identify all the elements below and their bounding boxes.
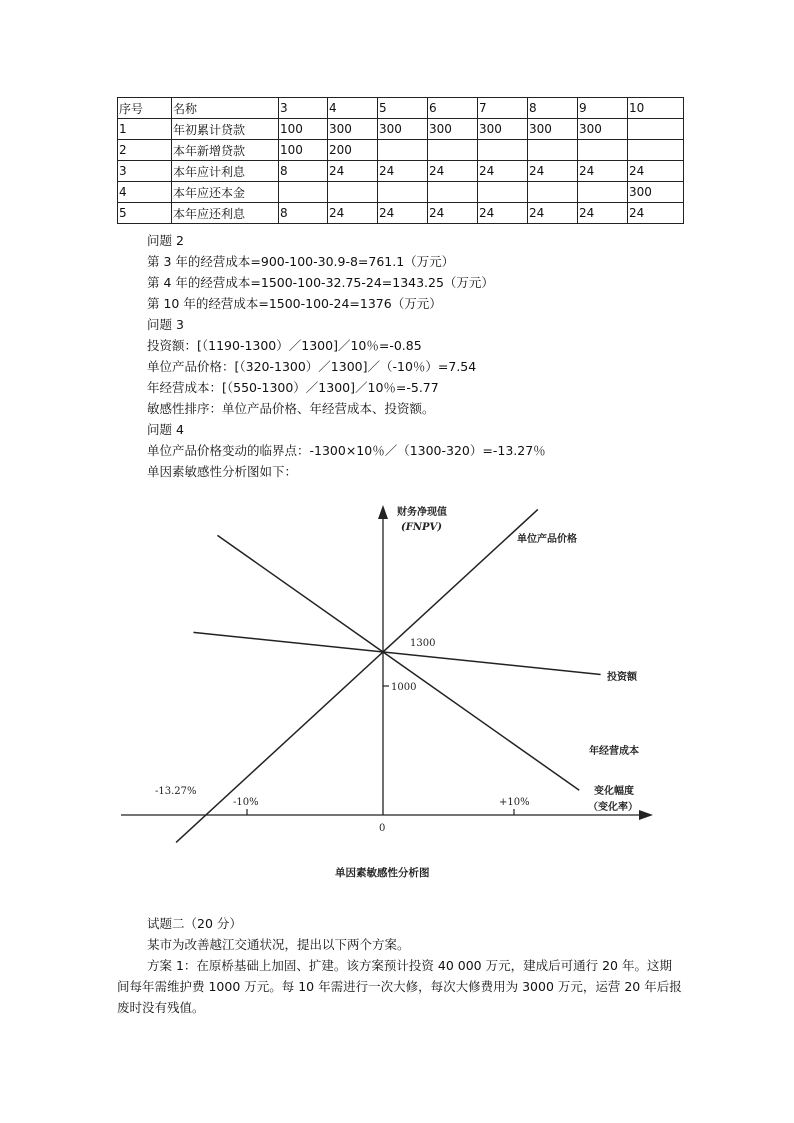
table-cell: 8 (279, 203, 328, 224)
table-cell (428, 182, 478, 203)
y-axis-arrow (378, 505, 388, 519)
table-cell: 100 (279, 119, 328, 140)
chart-title: 单因素敏感性分析图 (335, 867, 430, 879)
table-cell: 24 (578, 161, 628, 182)
table-cell: 24 (328, 161, 378, 182)
table-cell: 3 (118, 161, 172, 182)
table-row (118, 140, 684, 161)
table-cell: 本年应还利息 (172, 203, 279, 224)
table-cell: 24 (328, 203, 378, 224)
legend-investment: 投资额 (607, 672, 637, 683)
y-axis-label: 财务净现值 (397, 507, 447, 518)
series-line-operating-cost (217, 535, 579, 790)
exam-plan1: 方案 1：在原桥基础上加固、扩建。该方案预计投资 40 000 万元，建成后可通行 20 年。这期间每年需维护费 1000 万元。每 10 年需进行一次大修，每次大修费用为 3000 万元，运营 20 年后报废时没有残值。 (117, 958, 682, 1015)
table-cell: 本年新增贷款 (172, 140, 279, 161)
table-cell: 24 (478, 203, 528, 224)
y-tick-label-1000: 1000 (391, 682, 417, 693)
legend-unit-price: 单位产品价格 (517, 534, 577, 545)
table-cell: 24 (378, 161, 428, 182)
table-cell: 300 (428, 119, 478, 140)
table-cell: 300 (528, 119, 578, 140)
table-cell (378, 182, 428, 203)
answer-line: 敏感性排序：单位产品价格、年经营成本、投资额。 (147, 401, 435, 416)
y-axis-sublabel: (FNPV) (401, 522, 442, 533)
table-cell: 5 (118, 203, 172, 224)
table-cell: 4 (328, 98, 378, 119)
table-cell: 24 (478, 161, 528, 182)
table-cell: 300 (578, 119, 628, 140)
table-cell: 2 (118, 140, 172, 161)
loan-table (117, 97, 684, 224)
table-cell: 24 (628, 203, 684, 224)
table-cell (478, 182, 528, 203)
table-cell: 7 (478, 98, 528, 119)
table-cell: 24 (378, 203, 428, 224)
x-tick-label-plus10: +10% (499, 797, 530, 808)
answer-line: 单位产品价格变动的临界点：-1300×10％／（1300-320）=-13.27％ (147, 443, 546, 458)
table-cell: 300 (378, 119, 428, 140)
table-cell (428, 140, 478, 161)
table-cell: 24 (528, 161, 578, 182)
exam-intro: 某市为改善越江交通状况，提出以下两个方案。 (147, 937, 410, 952)
table-cell: 年初累计贷款 (172, 119, 279, 140)
table-row (118, 161, 684, 182)
table-cell: 本年应计利息 (172, 161, 279, 182)
table-cell: 300 (478, 119, 528, 140)
x-axis-label: 变化幅度 (594, 786, 634, 797)
table-cell: 8 (528, 98, 578, 119)
table-header-row (118, 98, 684, 119)
table-row (118, 182, 684, 203)
table-cell (378, 140, 428, 161)
series-line-unit-price (176, 509, 538, 842)
answer-line: 年经营成本：[（550-1300）／1300]／10％=-5.77 (147, 380, 439, 395)
table-cell (528, 182, 578, 203)
answer-lines (147, 230, 546, 482)
table-cell (528, 140, 578, 161)
table-cell: 300 (628, 182, 684, 203)
answer-line: 问题 2 (147, 233, 184, 248)
table-cell: 8 (279, 161, 328, 182)
table-cell: 100 (279, 140, 328, 161)
table-cell: 序号 (118, 98, 172, 119)
x-tick-label-minus10: -10% (233, 797, 259, 808)
table-cell (578, 182, 628, 203)
table-cell: 名称 (172, 98, 279, 119)
table-cell: 5 (378, 98, 428, 119)
table-cell: 24 (528, 203, 578, 224)
answer-line: 问题 4 (147, 422, 184, 437)
table-cell: 3 (279, 98, 328, 119)
label-1300: 1300 (410, 638, 436, 649)
table-cell: 300 (328, 119, 378, 140)
table-cell (628, 119, 684, 140)
table-row (118, 119, 684, 140)
table-cell (328, 182, 378, 203)
table-cell: 6 (428, 98, 478, 119)
table-cell (478, 140, 528, 161)
table-row (118, 203, 684, 224)
table-cell: 10 (628, 98, 684, 119)
answer-line: 问题 3 (147, 317, 184, 332)
table-cell (628, 140, 684, 161)
answer-line: 单位产品价格：[（320-1300）／1300]／（-10％）=7.54 (147, 359, 477, 374)
table-cell: 4 (118, 182, 172, 203)
x-axis-sublabel: （变化率） (588, 802, 638, 813)
answer-line: 投资额：[（1190-1300）／1300]／10％=-0.85 (147, 338, 422, 353)
table-cell: 24 (428, 161, 478, 182)
table-cell: 本年应还本金 (172, 182, 279, 203)
table-cell (279, 182, 328, 203)
answer-line: 单因素敏感性分析图如下： (147, 464, 298, 479)
legend-operating-cost: 年经营成本 (589, 746, 639, 757)
table-cell (578, 140, 628, 161)
table-cell: 24 (628, 161, 684, 182)
x-tick-label-zero: 0 (379, 823, 386, 834)
answer-line: 第 10 年的经营成本=1500-100-24=1376（万元） (147, 296, 442, 311)
table-cell: 1 (118, 119, 172, 140)
exam-heading: 试题二（20 分） (147, 916, 242, 931)
table-cell: 24 (428, 203, 478, 224)
answer-line: 第 4 年的经营成本=1500-100-32.75-24=1343.25（万元） (147, 275, 494, 290)
answer-line: 第 3 年的经营成本=900-100-30.9-8=761.1（万元） (147, 254, 455, 269)
x-axis-arrow (639, 810, 653, 820)
table-cell: 200 (328, 140, 378, 161)
sensitivity-chart (115, 495, 675, 885)
table-cell: 9 (578, 98, 628, 119)
table-cell: 24 (578, 203, 628, 224)
label-critical-point: -13.27% (155, 786, 197, 797)
